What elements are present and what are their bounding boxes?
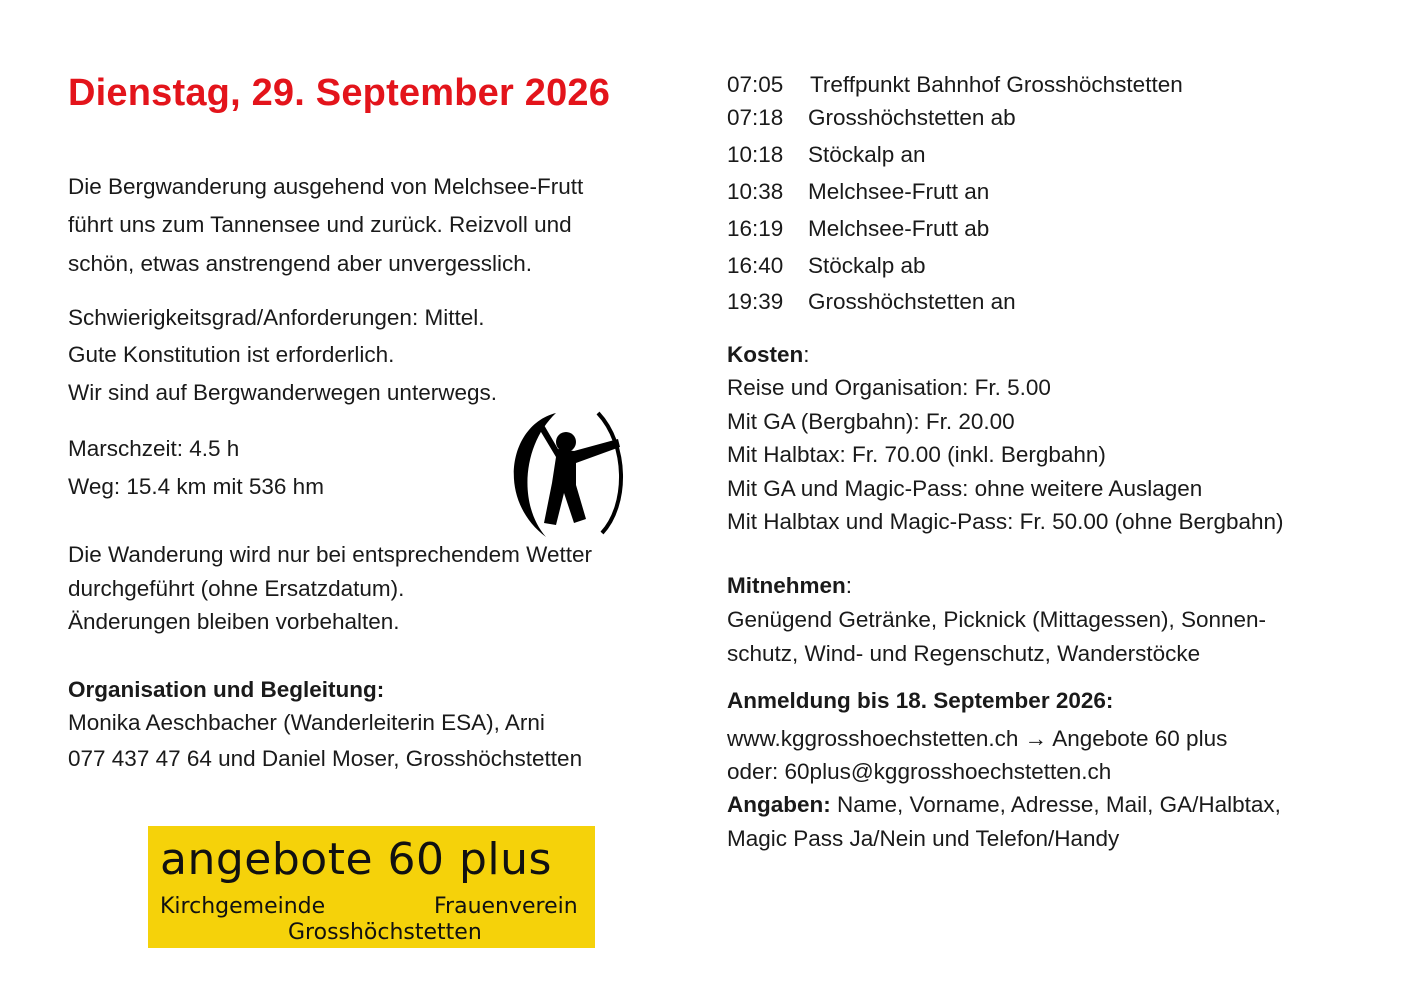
cost-line-4: Mit GA und Magic-Pass: ohne weitere Auslagen — [727, 476, 1203, 501]
details-label: Angaben: — [727, 792, 831, 817]
registration-web-suffix: Angebote 60 plus — [1052, 726, 1228, 751]
costs-heading-line — [727, 342, 810, 368]
bring-line-2: schutz, Wind- und Regenschutz, Wanderstöcke — [727, 641, 1201, 666]
schedule-text: Treffpunkt Bahnhof Grosshöchstetten — [810, 72, 1183, 97]
intro-line-1: Die Bergwanderung ausgehend von Melchsee-Frutt — [68, 174, 584, 199]
organisation-line-2: 077 437 47 64 und Daniel Moser, Grosshöchstetten — [68, 746, 583, 771]
organisation-heading: Organisation und Begleitung: — [68, 677, 385, 702]
registration-details-line-1 — [727, 792, 1281, 818]
schedule-time: 10:18 — [727, 142, 784, 167]
registration-details-line-2: Magic Pass Ja/Nein und Telefon/Handy — [727, 826, 1120, 851]
intro-line-3: schön, etwas anstrengend aber unvergesslich. — [68, 251, 533, 276]
weather-line-2: durchgeführt (ohne Ersatzdatum). — [68, 576, 405, 601]
schedule-time: 10:38 — [727, 179, 784, 204]
logo-main-text: angebote 60 plus — [160, 834, 552, 885]
bring-line-1: Genügend Getränke, Picknick (Mittagessen), Sonnen- — [727, 607, 1267, 632]
logo-grosshoechstetten: Grosshöchstetten — [288, 920, 482, 945]
registration-heading: Anmeldung bis 18. September 2026: — [727, 688, 1114, 713]
requirements-line-2: Gute Konstitution ist erforderlich. — [68, 342, 395, 367]
weather-line-3: Änderungen bleiben vorbehalten. — [68, 609, 400, 634]
organisation-line-1: Monika Aeschbacher (Wanderleiterin ESA), Arni — [68, 710, 545, 735]
details-text-1: Name, Vorname, Adresse, Mail, GA/Halbtax, — [830, 792, 1281, 817]
march-time: Marschzeit: 4.5 h — [68, 436, 240, 461]
schedule-time: 07:05 — [727, 72, 784, 97]
bring-heading: Mitnehmen — [727, 573, 846, 598]
registration-web-line — [727, 726, 1227, 752]
bring-colon: : — [845, 573, 853, 598]
arrow-right-icon: → — [1024, 726, 1048, 751]
intro-line-2: führt uns zum Tannensee und zurück. Reizvoll und — [68, 212, 572, 237]
cost-line-5: Mit Halbtax und Magic-Pass: Fr. 50.00 (ohne Bergbahn) — [727, 509, 1284, 534]
route-distance: Weg: 15.4 km mit 536 hm — [68, 474, 324, 499]
weather-line-1: Die Wanderung wird nur bei entsprechendem Wetter — [68, 542, 593, 567]
costs-colon: : — [803, 342, 810, 367]
schedule-time: 16:40 — [727, 253, 784, 278]
schedule-text: Melchsee-Frutt an — [808, 179, 990, 204]
schedule-text: Grosshöchstetten ab — [808, 105, 1016, 130]
schedule-text: Stöckalp an — [808, 142, 926, 167]
registration-email[interactable]: oder: 60plus@kggrosshoechstetten.ch — [727, 759, 1112, 784]
requirements-line-3: Wir sind auf Bergwanderwegen unterwegs. — [68, 380, 497, 405]
schedule-text: Stöckalp ab — [808, 253, 926, 278]
bring-heading-line — [727, 573, 852, 599]
schedule-time: 16:19 — [727, 216, 784, 241]
cost-line-3: Mit Halbtax: Fr. 70.00 (inkl. Bergbahn) — [727, 442, 1106, 467]
page-title: Dienstag, 29. September 2026 — [68, 72, 611, 114]
schedule-time: 19:39 — [727, 289, 784, 314]
requirements-line-1: Schwierigkeitsgrad/Anforderungen: Mittel. — [68, 305, 485, 330]
cost-line-2: Mit GA (Bergbahn): Fr. 20.00 — [727, 409, 1015, 434]
schedule-text: Grosshöchstetten an — [808, 289, 1016, 314]
archer-logo-icon — [498, 405, 630, 545]
cost-line-1: Reise und Organisation: Fr. 5.00 — [727, 375, 1051, 400]
registration-website-link[interactable]: www.kggrosshoechstetten.ch — [727, 726, 1019, 751]
logo-frauenverein: Frauenverein — [434, 894, 578, 919]
logo-kirchgemeinde: Kirchgemeinde — [160, 894, 326, 919]
schedule-time: 07:18 — [727, 105, 784, 130]
costs-heading: Kosten — [727, 342, 804, 367]
schedule-text: Melchsee-Frutt ab — [808, 216, 990, 241]
angebote-60-plus-logo — [148, 826, 595, 948]
